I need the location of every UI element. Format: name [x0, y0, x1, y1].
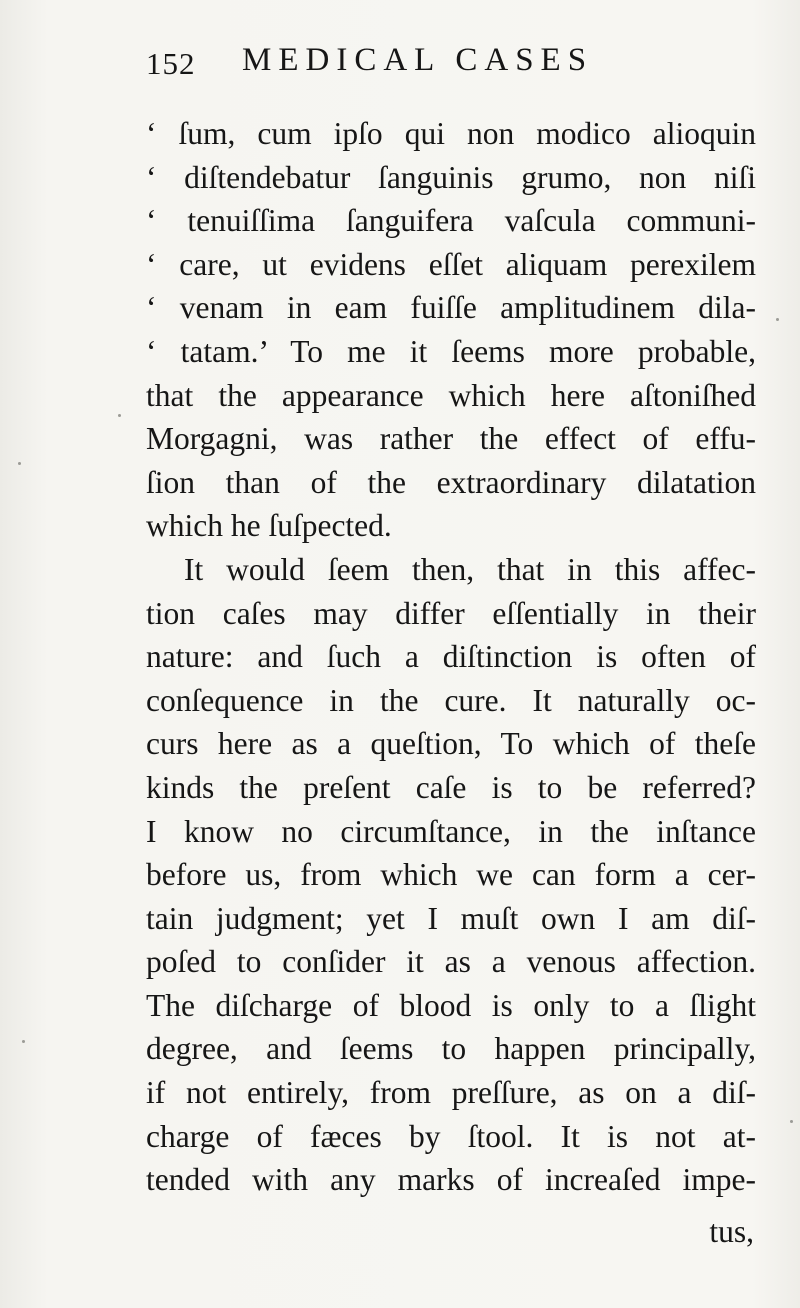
text-line: tain judgment; yet I muſt own I am diſ-	[146, 900, 756, 936]
text-line: ‘ diſtendebatur ſanguinis grumo, non niſi	[146, 159, 756, 195]
text-line: The diſcharge of blood is only to a ſlight	[146, 987, 756, 1023]
paper-speck	[776, 318, 779, 321]
text-line: ‘ ſum, cum ipſo qui non modico alioquin	[146, 116, 756, 151]
text-line: tended with any marks of increaſed impe-	[146, 1162, 756, 1198]
text-line: ‘ care, ut evidens eſſet aliquam perexilem	[146, 246, 756, 282]
text-line: Morgagni, was rather the effect of effu-	[146, 421, 756, 457]
body-text	[146, 112, 756, 1202]
paper-speck	[18, 462, 21, 465]
running-head: MEDICAL CASES	[242, 42, 594, 78]
text-line: degree, and ſeems to happen principally,	[146, 1031, 756, 1067]
text-line: kinds the preſent caſe is to be referred?	[146, 769, 756, 805]
paper-speck	[22, 1040, 25, 1043]
catchword: tus,	[709, 1214, 754, 1249]
text-line: tion caſes may differ eſſentially in their	[146, 595, 756, 631]
text-line: that the appearance which here aſtoniſhed	[146, 377, 756, 413]
paper-speck	[118, 414, 121, 417]
text-line: ‘ venam in eam fuiſſe amplitudinem dila-	[146, 290, 756, 326]
text-line: I know no circumſtance, in the inſtance	[146, 813, 756, 849]
page-header	[146, 38, 666, 82]
text-line: nature: and ſuch a diſtinction is often of	[146, 639, 756, 675]
page-number: 152	[146, 46, 196, 81]
text-line: if not entirely, from preſſure, as on a diſ-	[146, 1075, 756, 1111]
text-line: ‘ tenuiſſima ſanguifera vaſcula communi-	[146, 203, 756, 239]
text-line: ſion than of the extraordinary dilatation	[146, 464, 756, 500]
paragraph-start-line: It would ſeem then, that in this affec-	[184, 551, 756, 587]
text-line: which he ſuſpected.	[146, 508, 392, 544]
text-line: charge of fæces by ſtool. It is not at-	[146, 1118, 756, 1154]
text-line: conſequence in the cure. It naturally oc-	[146, 682, 756, 718]
text-line: before us, from which we can form a cer-	[146, 857, 756, 893]
paper-speck	[790, 1120, 793, 1123]
text-line: poſed to conſider it as a venous affection.	[146, 944, 756, 980]
text-line: ‘ tatam.’ To me it ſeems more probable,	[146, 333, 756, 369]
text-line: curs here as a queſtion, To which of theſe	[146, 726, 756, 762]
